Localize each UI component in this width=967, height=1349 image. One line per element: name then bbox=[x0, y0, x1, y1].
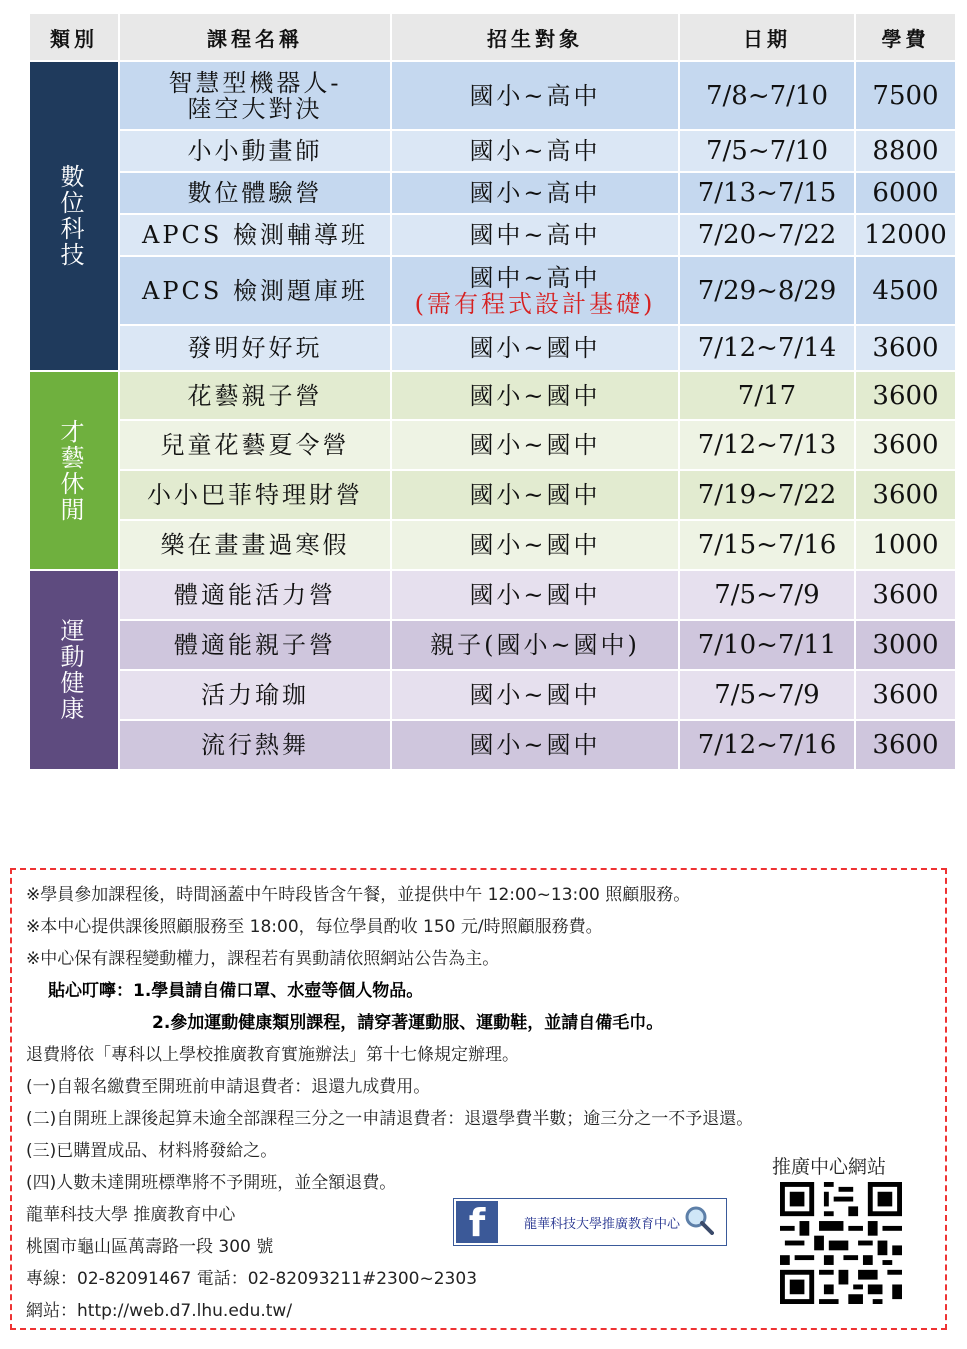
course-date: 7/17 bbox=[680, 372, 854, 419]
table-row bbox=[30, 571, 955, 619]
refund-line: (二)自開班上課後起算未逾全部課程三分之一申請退費者：退還學費半數；逾三分之一不予退還。 bbox=[26, 1109, 754, 1129]
table-row bbox=[30, 326, 955, 370]
header-category: 類別 bbox=[30, 14, 118, 60]
course-date: 7/5~7/10 bbox=[680, 131, 854, 171]
course-target: 國小~國中 bbox=[392, 571, 678, 619]
table-row bbox=[30, 621, 955, 669]
course-name: 樂在畫畫過寒假 bbox=[120, 521, 390, 569]
tips-line-1: 貼心叮嚀：1.學員請自備口罩、水壺等個人物品。 bbox=[48, 981, 424, 1001]
course-target: 國小~國中 bbox=[392, 372, 678, 419]
course-target: 國中~高中 (需有程式設計基礎) bbox=[392, 257, 678, 324]
course-fee: 1000 bbox=[856, 521, 955, 569]
course-target: 國小~國中 bbox=[392, 326, 678, 370]
course-date: 7/5~7/9 bbox=[680, 571, 854, 619]
table-row bbox=[30, 421, 955, 469]
course-date: 7/5~7/9 bbox=[680, 671, 854, 719]
table-row bbox=[30, 671, 955, 719]
course-name: APCS 檢測題庫班 bbox=[120, 257, 390, 324]
course-name: 發明好好玩 bbox=[120, 326, 390, 370]
course-fee: 8800 bbox=[856, 131, 955, 171]
notice-line: ※學員參加課程後，時間涵蓋中午時段皆含午餐，並提供中午 12:00~13:00 照顧服務。 bbox=[26, 885, 691, 905]
course-date: 7/12~7/14 bbox=[680, 326, 854, 370]
refund-line: (一)自報名繳費至開班前申請退費者：退還九成費用。 bbox=[26, 1077, 431, 1097]
course-target: 國小~國中 bbox=[392, 671, 678, 719]
table-row bbox=[30, 62, 955, 129]
magnifier-icon bbox=[684, 1205, 714, 1235]
course-date: 7/29~8/29 bbox=[680, 257, 854, 324]
course-target: 國小~國中 bbox=[392, 521, 678, 569]
course-fee: 3600 bbox=[856, 721, 955, 769]
course-target: 國小~高中 bbox=[392, 173, 678, 213]
course-fee: 3600 bbox=[856, 372, 955, 419]
course-fee: 3600 bbox=[856, 671, 955, 719]
refund-line: (三)已購置成品、材料將發給之。 bbox=[26, 1141, 278, 1161]
table-row bbox=[30, 372, 955, 419]
course-name: 小小動畫師 bbox=[120, 131, 390, 171]
course-date: 7/13~7/15 bbox=[680, 173, 854, 213]
table-row bbox=[30, 471, 955, 519]
course-fee: 3600 bbox=[856, 471, 955, 519]
course-target: 國小~高中 bbox=[392, 131, 678, 171]
course-target: 國小~高中 bbox=[392, 62, 678, 129]
course-name: 活力瑜珈 bbox=[120, 671, 390, 719]
course-fee: 3000 bbox=[856, 621, 955, 669]
category-sport: 運 動 健 康 bbox=[30, 571, 118, 769]
course-table bbox=[28, 12, 957, 771]
course-date: 7/12~7/13 bbox=[680, 421, 854, 469]
table-row bbox=[30, 721, 955, 769]
course-name: 兒童花藝夏令營 bbox=[120, 421, 390, 469]
table-header-row bbox=[30, 14, 955, 60]
facebook-link[interactable] bbox=[453, 1198, 727, 1246]
prerequisite-note: (需有程式設計基礎) bbox=[414, 289, 656, 318]
refund-line: (四)人數未達開班標準將不予開班，並全額退費。 bbox=[26, 1173, 397, 1193]
course-name: 花藝親子營 bbox=[120, 372, 390, 419]
course-name: 流行熱舞 bbox=[120, 721, 390, 769]
course-name: 體適能活力營 bbox=[120, 571, 390, 619]
course-name: APCS 檢測輔導班 bbox=[120, 215, 390, 255]
course-fee: 7500 bbox=[856, 62, 955, 129]
header-fee: 學費 bbox=[856, 14, 955, 60]
category-digital: 數 位 科 技 bbox=[30, 62, 118, 370]
course-name: 數位體驗營 bbox=[120, 173, 390, 213]
category-arts: 才 藝 休 閒 bbox=[30, 372, 118, 569]
course-date: 7/10~7/11 bbox=[680, 621, 854, 669]
course-name: 體適能親子營 bbox=[120, 621, 390, 669]
course-fee: 3600 bbox=[856, 421, 955, 469]
notice-line: ※本中心提供課後照顧服務至 18:00，每位學員酌收 150 元/時照顧服務費。 bbox=[26, 917, 603, 937]
course-target: 親子(國小~國中) bbox=[392, 621, 678, 669]
notice-box bbox=[10, 868, 947, 1330]
course-name: 小小巴菲特理財營 bbox=[120, 471, 390, 519]
table-row bbox=[30, 257, 955, 324]
table-row bbox=[30, 521, 955, 569]
qr-label: 推廣中心網站 bbox=[772, 1156, 887, 1178]
facebook-page-name: 龍華科技大學推廣教育中心 bbox=[524, 1217, 681, 1232]
header-date: 日期 bbox=[680, 14, 854, 60]
course-name: 智慧型機器人- 陸空大對決 bbox=[120, 62, 390, 129]
course-fee: 3600 bbox=[856, 571, 955, 619]
table-row bbox=[30, 173, 955, 213]
course-date: 7/8~7/10 bbox=[680, 62, 854, 129]
course-date: 7/20~7/22 bbox=[680, 215, 854, 255]
course-date: 7/12~7/16 bbox=[680, 721, 854, 769]
header-course-name: 課程名稱 bbox=[120, 14, 390, 60]
table-row bbox=[30, 131, 955, 171]
refund-line: 退費將依「專科以上學校推廣教育實施辦法」第十七條規定辦理。 bbox=[26, 1045, 519, 1065]
course-fee: 12000 bbox=[856, 215, 955, 255]
course-fee: 6000 bbox=[856, 173, 955, 213]
course-target: 國小~國中 bbox=[392, 471, 678, 519]
contact-website[interactable]: 網站：http://web.d7.lhu.edu.tw/ bbox=[26, 1301, 293, 1321]
course-date: 7/19~7/22 bbox=[680, 471, 854, 519]
tips-line-2: 2.參加運動健康類別課程，請穿著運動服、運動鞋，並請自備毛巾。 bbox=[152, 1013, 664, 1033]
contact-org: 龍華科技大學 推廣教育中心 bbox=[26, 1205, 236, 1225]
course-target: 國小~國中 bbox=[392, 721, 678, 769]
notice-line: ※中心保有課程變動權力，課程若有異動請依照網站公告為主。 bbox=[26, 949, 500, 969]
course-fee: 4500 bbox=[856, 257, 955, 324]
header-target: 招生對象 bbox=[392, 14, 678, 60]
qr-code-icon[interactable] bbox=[780, 1182, 902, 1304]
course-target: 國中~高中 bbox=[392, 215, 678, 255]
course-date: 7/15~7/16 bbox=[680, 521, 854, 569]
course-target: 國小~國中 bbox=[392, 421, 678, 469]
contact-address: 桃園市龜山區萬壽路一段 300 號 bbox=[26, 1237, 274, 1257]
course-fee: 3600 bbox=[856, 326, 955, 370]
table-row bbox=[30, 215, 955, 255]
contact-phone: 專線：02-82091467 電話：02-82093211#2300~2303 bbox=[26, 1269, 478, 1289]
facebook-icon: f bbox=[456, 1201, 498, 1243]
